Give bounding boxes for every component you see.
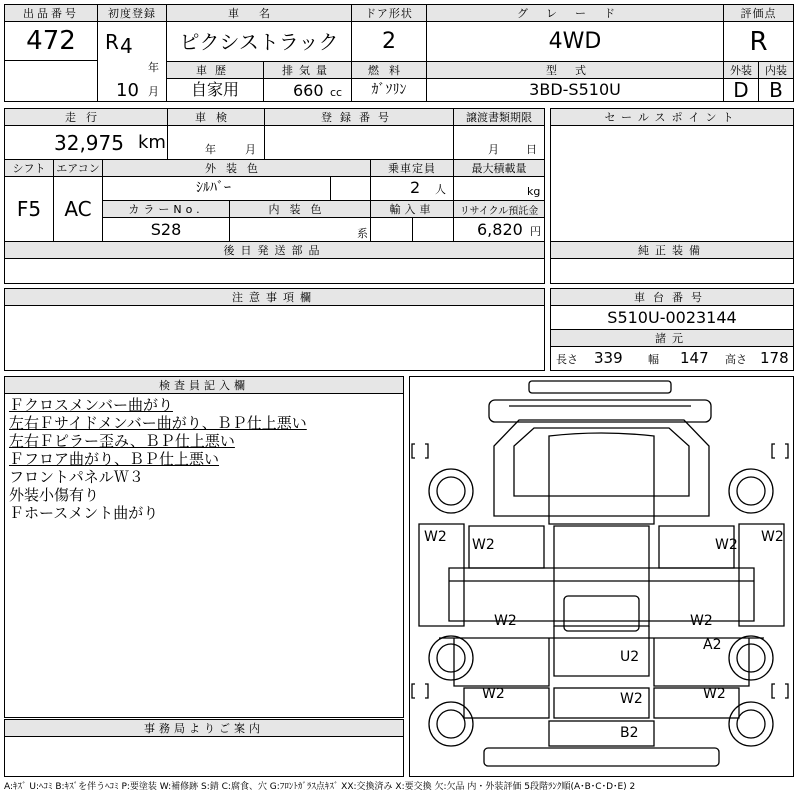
mark-w2-left-rear: W2	[482, 686, 505, 702]
chassis-label: 車台番号	[550, 288, 794, 306]
mark-w2-left-sill: W2	[494, 613, 517, 629]
fuel: ｶﾞｿﾘﾝ	[351, 78, 427, 102]
exterior-score: D	[723, 78, 759, 102]
lot-number: 472	[4, 21, 98, 61]
history: 自家用	[166, 78, 264, 102]
remark-line: Ｆフロア曲がり、ＢＰ仕上悪い	[9, 450, 220, 468]
capacity-label: 乗車定員	[370, 159, 454, 177]
width-value: 147	[680, 349, 709, 367]
mark-w2-right-rear: W2	[703, 686, 726, 702]
mark-u2: U2	[620, 649, 640, 665]
lot-number-label: 出品番号	[4, 4, 98, 22]
remark-line: 左右Ｆピラー歪み、ＢＰ仕上悪い	[9, 432, 235, 450]
remark-line: フロントパネルＷ３	[9, 468, 144, 486]
recycle-unit: 円	[530, 225, 541, 238]
mileage-unit: km	[138, 132, 166, 153]
sales-point-label: セールスポイント	[550, 108, 794, 126]
notes-box	[4, 305, 545, 371]
fuel-label: 燃料	[351, 61, 427, 79]
office-box	[4, 736, 404, 777]
door-label: ドア形状	[351, 4, 427, 22]
displacement: 660	[293, 81, 324, 100]
door-type: 2	[351, 21, 427, 62]
reg-no-box	[264, 125, 454, 160]
car-name-label: 車名	[166, 4, 352, 22]
mark-w2-right-mid: W2	[715, 537, 738, 553]
int-color-unit: 系	[357, 227, 368, 240]
era-mark: R	[105, 30, 119, 54]
import-box-b	[412, 217, 454, 242]
office-label: 事務局よりご案内	[4, 719, 404, 737]
mark-w2-right-door: W2	[761, 529, 784, 545]
ac: AC	[53, 176, 103, 242]
displacement-label: 排気量	[263, 61, 352, 79]
length-label: 長さ	[556, 353, 578, 366]
mark-w2-bed: W2	[620, 691, 643, 707]
color-no-label: カラーNo.	[102, 200, 230, 218]
score-label: 評価点	[723, 4, 794, 22]
model: 3BD-S510U	[426, 78, 724, 102]
height-value: 178	[760, 349, 789, 367]
dims-box	[550, 346, 794, 371]
later-parts-label: 後日発送部品	[4, 241, 545, 259]
color-no: S28	[102, 217, 230, 242]
int-color-box	[229, 217, 371, 242]
int-color-label: 内装色	[229, 200, 371, 218]
ext-color-label: 外装色	[102, 159, 371, 177]
mark-w2-left-door: W2	[424, 529, 447, 545]
interior-score-label: 内装	[758, 61, 794, 79]
mark-w2-left-mid: W2	[472, 537, 495, 553]
sales-point-box	[550, 125, 794, 242]
exterior-score-label: 外装	[723, 61, 759, 79]
car-diagram	[409, 376, 794, 777]
reg-no-label: 登録番号	[264, 108, 454, 126]
max-load-label: 最大積載量	[453, 159, 545, 177]
genuine-box	[550, 258, 794, 284]
inspector-label: 検査員記入欄	[4, 376, 404, 394]
import-label: 輸入車	[370, 200, 454, 218]
height-label: 高さ	[725, 353, 747, 366]
width-label: 幅	[648, 353, 659, 366]
later-parts-box	[4, 258, 545, 284]
score: R	[723, 21, 794, 62]
ext-color: ｼﾙﾊﾞｰ	[196, 180, 231, 196]
car-name: ピクシストラック	[166, 21, 352, 62]
recycle-label: リサイクル預託金	[453, 200, 545, 218]
mark-w2-right-sill: W2	[690, 613, 713, 629]
grade: 4WD	[426, 21, 724, 62]
recycle-amount: 6,820	[477, 220, 523, 239]
remark-line: 左右Ｆサイドメンバー曲がり、ＢＰ仕上悪い	[9, 414, 307, 432]
remark-line: Ｆホースメント曲がり	[9, 504, 159, 522]
remark-line: Ｆクロスメンバー曲がり	[9, 396, 173, 414]
lot-number-blank	[4, 60, 98, 102]
first-registration-label: 初度登録	[97, 4, 167, 22]
interior-score: B	[758, 78, 794, 102]
transfer-label: 譲渡書類期限	[453, 108, 545, 126]
import-box-a	[370, 217, 413, 242]
mark-b2: B2	[620, 725, 639, 741]
notes-label: 注意事項欄	[4, 288, 545, 306]
inspection-label: 車検	[167, 108, 265, 126]
reg-month: 10	[116, 80, 139, 101]
transfer-day-unit: 日	[526, 143, 537, 156]
ext-color-extra	[330, 176, 371, 201]
inspection-year-unit: 年	[205, 143, 216, 156]
reg-year: 4	[120, 34, 133, 58]
ac-label: エアコン	[53, 159, 103, 177]
mileage: 32,975	[54, 131, 124, 155]
chassis-number: S510U-0023144	[550, 305, 794, 330]
grade-label: グレード	[426, 4, 724, 22]
reg-year-unit: 年	[148, 61, 159, 74]
max-load-unit: kg	[527, 185, 541, 198]
remark-line: 外装小傷有り	[9, 486, 100, 504]
capacity: 2	[410, 178, 421, 197]
mileage-label: 走行	[4, 108, 168, 126]
legend: A:ｷｽﾞ U:ﾍｺﾐ B:ｷｽﾞを伴うﾍｺﾐ P:要塗装 W:補修跡 S:錆 C:腐食、穴 G:ﾌﾛﾝﾄｶﾞﾗｽ点ｷｽﾞ XX:交換済み X:要交換 欠:欠品 内・外装評価 5段階ﾗﾝｸ順(A･B･C･D･E) 2	[4, 782, 636, 792]
shift-label: シフト	[4, 159, 54, 177]
inspection-month-unit: 月	[245, 143, 256, 156]
displacement-unit: cc	[330, 86, 343, 99]
capacity-unit: 人	[435, 183, 446, 196]
length-value: 339	[594, 349, 623, 367]
dims-label: 諸元	[550, 329, 794, 347]
history-label: 車歴	[166, 61, 264, 79]
model-label: 型式	[426, 61, 724, 79]
inspector-box	[4, 393, 404, 718]
mark-a2: A2	[703, 637, 722, 653]
shift: F5	[4, 176, 54, 242]
transfer-month-unit: 月	[488, 143, 499, 156]
reg-month-unit: 月	[148, 85, 159, 98]
genuine-label: 純正装備	[550, 241, 794, 259]
